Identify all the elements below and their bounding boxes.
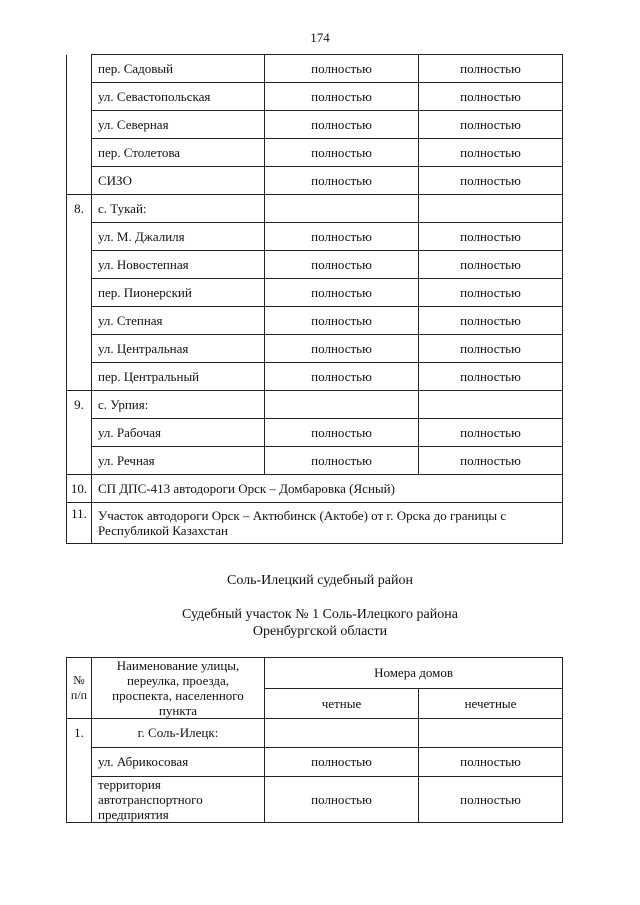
odd-houses: полностью — [419, 363, 563, 391]
even-houses: полностью — [265, 419, 419, 447]
odd-houses: полностью — [419, 748, 563, 777]
odd-houses: полностью — [419, 167, 563, 195]
table-row — [67, 111, 563, 139]
even-houses: полностью — [265, 279, 419, 307]
row-text: СП ДПС-413 автодороги Орск – Домбаровка (Ясный) — [92, 475, 563, 503]
header-number: № п/п — [67, 658, 92, 719]
odd-houses — [419, 391, 563, 419]
table-row — [67, 391, 563, 419]
table-row — [67, 279, 563, 307]
table-row — [67, 139, 563, 167]
row-number — [67, 419, 92, 447]
streets-table-continued — [66, 54, 563, 544]
street-name: с. Тукай: — [92, 195, 265, 223]
table-row — [67, 447, 563, 475]
odd-houses: полностью — [419, 419, 563, 447]
header-houses: Номера домов — [265, 658, 563, 689]
row-number — [67, 167, 92, 195]
table-header-row — [67, 658, 563, 689]
even-houses: полностью — [265, 363, 419, 391]
row-number — [67, 251, 92, 279]
even-houses: полностью — [265, 55, 419, 83]
table-row — [67, 719, 563, 748]
table-row — [67, 503, 563, 544]
table-row — [67, 195, 563, 223]
street-name: ул. Рабочая — [92, 419, 265, 447]
row-number — [67, 777, 92, 823]
even-houses: полностью — [265, 335, 419, 363]
odd-houses: полностью — [419, 279, 563, 307]
row-number: 8. — [67, 195, 92, 223]
street-name: территория автотранспортного предприятия — [92, 777, 265, 823]
table-row — [67, 55, 563, 83]
table-row — [67, 748, 563, 777]
street-name: ул. Севастопольская — [92, 83, 265, 111]
row-number: 1. — [67, 719, 92, 748]
row-number — [67, 748, 92, 777]
even-houses: полностью — [265, 307, 419, 335]
header-name: Наименование улицы, переулка, проезда, проспекта, населенного пункта — [92, 658, 265, 719]
odd-houses — [419, 719, 563, 748]
street-name: ул. Северная — [92, 111, 265, 139]
district-heading: Соль-Илецкий судебный район — [227, 573, 413, 588]
street-name: пер. Пионерский — [92, 279, 265, 307]
row-number — [67, 279, 92, 307]
even-houses: полностью — [265, 167, 419, 195]
table-row — [67, 167, 563, 195]
section-heading-line2: Оренбургской области — [252, 624, 388, 639]
table-row — [67, 475, 563, 503]
section-heading-line1: Судебный участок № 1 Соль-Илецкого района — [182, 607, 458, 622]
row-number — [67, 139, 92, 167]
even-houses: полностью — [265, 111, 419, 139]
odd-houses: полностью — [419, 139, 563, 167]
row-number — [67, 111, 92, 139]
table-row — [67, 419, 563, 447]
row-number — [67, 307, 92, 335]
even-houses: полностью — [265, 447, 419, 475]
odd-houses: полностью — [419, 447, 563, 475]
row-number: 9. — [67, 391, 92, 419]
table-row — [67, 777, 563, 823]
odd-houses: полностью — [419, 251, 563, 279]
odd-houses: полностью — [419, 83, 563, 111]
row-number — [67, 55, 92, 83]
table-row — [67, 363, 563, 391]
odd-houses — [419, 195, 563, 223]
odd-houses: полностью — [419, 335, 563, 363]
header-even: четные — [265, 688, 419, 719]
header-odd: нечетные — [419, 688, 563, 719]
street-name: ул. Новостепная — [92, 251, 265, 279]
odd-houses: полностью — [419, 55, 563, 83]
row-number — [67, 223, 92, 251]
street-name: пер. Садовый — [92, 55, 265, 83]
even-houses — [265, 195, 419, 223]
table-row — [67, 251, 563, 279]
street-name: с. Урпия: — [92, 391, 265, 419]
row-number — [67, 447, 92, 475]
even-houses: полностью — [265, 139, 419, 167]
street-name: ул. Степная — [92, 307, 265, 335]
even-houses: полностью — [265, 251, 419, 279]
table-row — [67, 223, 563, 251]
row-number: 10. — [67, 475, 92, 503]
street-name: ул. Речная — [92, 447, 265, 475]
streets-table — [66, 657, 563, 823]
odd-houses: полностью — [419, 777, 563, 823]
even-houses: полностью — [265, 223, 419, 251]
row-text: Участок автодороги Орск – Актюбинск (Актобе) от г. Орска до границы с Республикой Казахстан — [92, 503, 563, 544]
street-name: ул. М. Джалиля — [92, 223, 265, 251]
even-houses: полностью — [265, 777, 419, 823]
row-number — [67, 335, 92, 363]
odd-houses: полностью — [419, 307, 563, 335]
row-number: 11. — [67, 503, 92, 544]
street-name: СИЗО — [92, 167, 265, 195]
street-name: ул. Центральная — [92, 335, 265, 363]
odd-houses: полностью — [419, 111, 563, 139]
street-name: г. Соль-Илецк: — [92, 719, 265, 748]
even-houses: полностью — [265, 83, 419, 111]
street-name: пер. Центральный — [92, 363, 265, 391]
even-houses — [265, 391, 419, 419]
table-row — [67, 335, 563, 363]
page-number: 174 — [310, 30, 330, 45]
even-houses — [265, 719, 419, 748]
table-row — [67, 83, 563, 111]
row-number — [67, 363, 92, 391]
street-name: ул. Абрикосовая — [92, 748, 265, 777]
street-name: пер. Столетова — [92, 139, 265, 167]
even-houses: полностью — [265, 748, 419, 777]
table-row — [67, 307, 563, 335]
odd-houses: полностью — [419, 223, 563, 251]
row-number — [67, 83, 92, 111]
